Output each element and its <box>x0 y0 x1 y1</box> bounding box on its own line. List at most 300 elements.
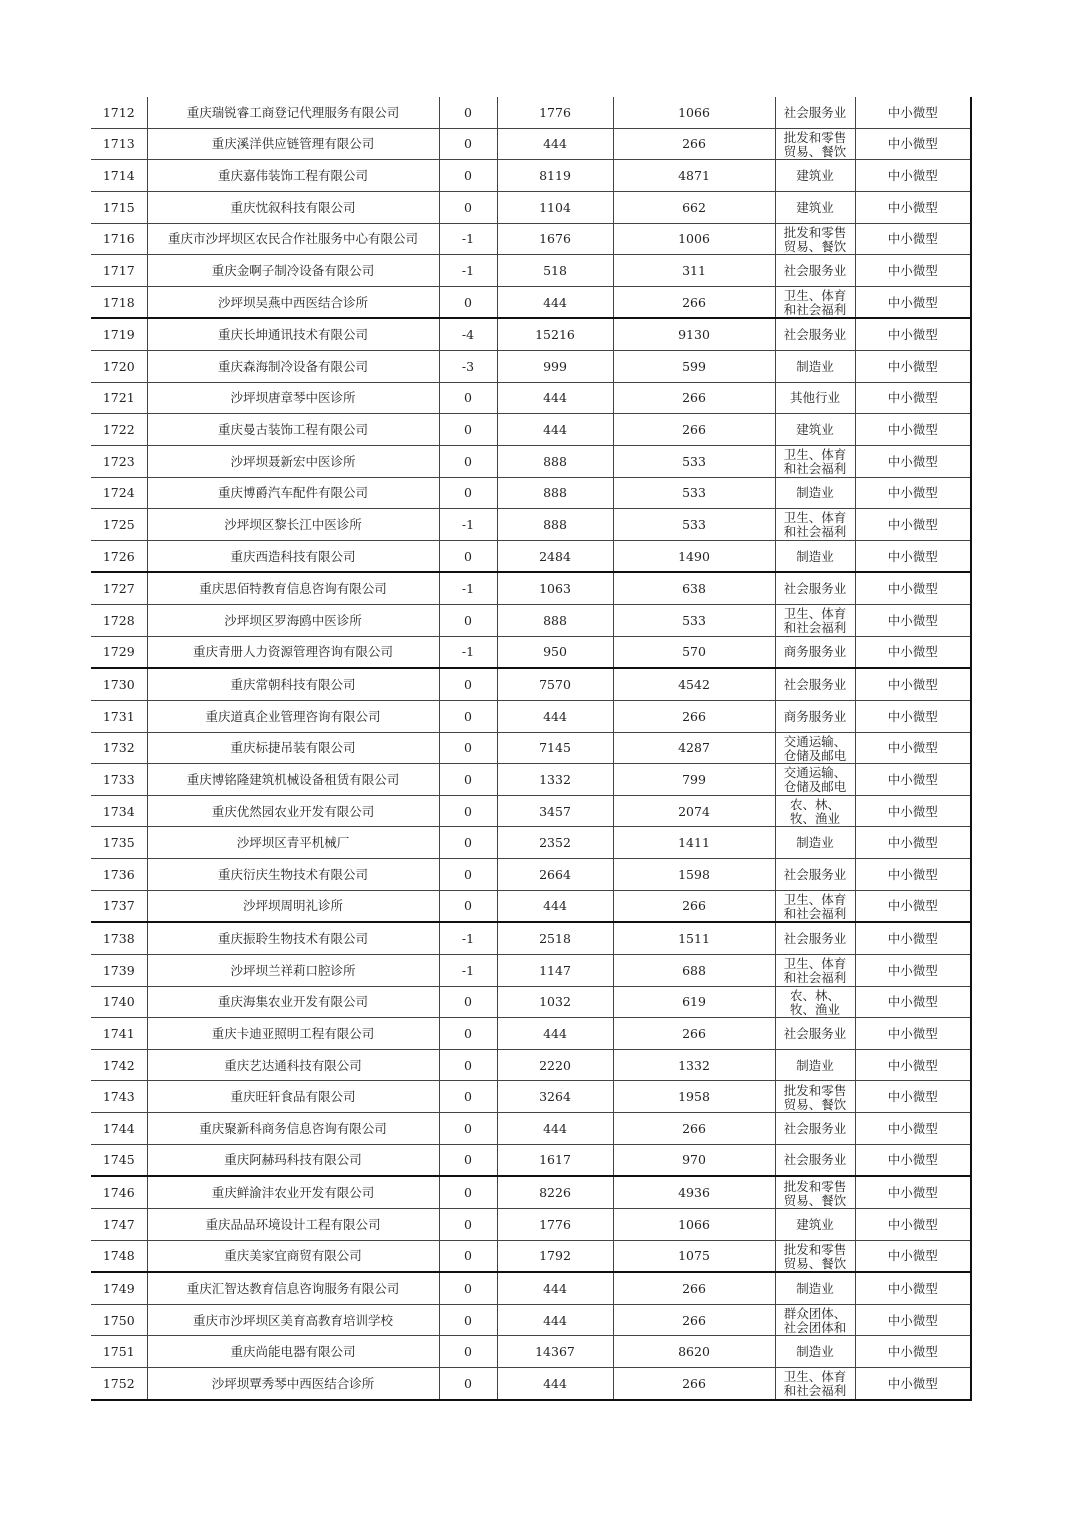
row-number-text: 1733 <box>102 771 135 787</box>
industry-cell <box>775 890 855 922</box>
enterprise-size-text: 中小微型 <box>887 262 938 278</box>
industry-cell <box>775 1272 855 1304</box>
enterprise-size-cell <box>855 1272 971 1304</box>
row-number-text: 1737 <box>102 898 135 914</box>
value-change-text: 0 <box>464 422 472 438</box>
value-b-text: 266 <box>682 1120 706 1136</box>
row-number-cell <box>91 636 147 668</box>
enterprise-size-text: 中小微型 <box>887 1057 938 1073</box>
value-change-text: -1 <box>461 581 475 597</box>
row-number-cell <box>91 318 147 350</box>
industry-text: 批发和零售贸易、餐饮 <box>783 129 847 158</box>
value-b-cell <box>613 1049 775 1081</box>
enterprise-size-text: 中小微型 <box>887 740 938 756</box>
enterprise-size-text: 中小微型 <box>887 771 938 787</box>
industry-cell <box>775 986 855 1018</box>
enterprise-size-cell <box>855 1018 971 1050</box>
row-number-text: 1717 <box>102 262 135 278</box>
company-name-cell <box>147 1368 439 1400</box>
row-number-cell <box>91 128 147 160</box>
enterprise-size-text: 中小微型 <box>887 994 938 1010</box>
company-name-cell <box>147 351 439 383</box>
value-change-cell <box>439 1049 497 1081</box>
enterprise-size-text: 中小微型 <box>887 1089 938 1105</box>
industry-cell <box>775 414 855 446</box>
row-number-cell <box>91 764 147 796</box>
company-name-text: 重庆艺达通科技有限公司 <box>224 1057 362 1073</box>
value-b-cell <box>613 509 775 541</box>
company-name-text: 重庆道真企业管理咨询有限公司 <box>205 708 381 724</box>
enterprise-size-cell <box>855 191 971 223</box>
value-change-cell <box>439 732 497 764</box>
company-name-text: 重庆西造科技有限公司 <box>230 548 356 564</box>
value-change-text: 0 <box>464 1057 472 1073</box>
industry-text: 农、林、牧、渔业 <box>789 797 840 826</box>
table-row <box>91 286 971 318</box>
enterprise-size-text: 中小微型 <box>887 1152 938 1168</box>
value-change-cell <box>439 636 497 668</box>
value-change-text: 0 <box>464 453 472 469</box>
enterprise-size-text: 中小微型 <box>887 803 938 819</box>
enterprise-size-cell <box>855 477 971 509</box>
industry-cell <box>775 160 855 192</box>
value-b-cell <box>613 1240 775 1272</box>
value-a-text: 1147 <box>539 962 571 978</box>
table-row <box>91 1113 971 1145</box>
company-name-text: 沙坪坝周明礼诊所 <box>242 898 343 914</box>
value-a-text: 1617 <box>539 1152 571 1168</box>
industry-text: 农、林、牧、渔业 <box>789 987 840 1016</box>
company-name-text: 重庆美家宜商贸有限公司 <box>224 1248 362 1264</box>
value-change-text: 0 <box>464 708 472 724</box>
value-a-text: 8226 <box>539 1185 571 1201</box>
row-number-text: 1727 <box>102 581 135 597</box>
company-name-text: 沙坪坝区黎长江中医诊所 <box>224 516 362 532</box>
value-change-cell <box>439 954 497 986</box>
value-b-cell <box>613 986 775 1018</box>
row-number-text: 1726 <box>102 548 135 564</box>
enterprise-size-text: 中小微型 <box>887 1185 938 1201</box>
company-name-cell <box>147 1272 439 1304</box>
value-change-cell <box>439 572 497 604</box>
value-a-text: 1776 <box>539 1216 571 1232</box>
company-name-cell <box>147 922 439 954</box>
table-row <box>91 572 971 604</box>
value-a-text: 444 <box>543 294 567 310</box>
value-change-cell <box>439 128 497 160</box>
value-change-text: 0 <box>464 1312 472 1328</box>
enterprise-size-cell <box>855 636 971 668</box>
row-number-cell <box>91 890 147 922</box>
enterprise-size-text: 中小微型 <box>887 168 938 184</box>
enterprise-size-cell <box>855 351 971 383</box>
value-change-cell <box>439 1240 497 1272</box>
industry-cell <box>775 732 855 764</box>
enterprise-size-text: 中小微型 <box>887 1216 938 1232</box>
industry-text: 社会服务业 <box>783 1025 847 1041</box>
enterprise-size-cell <box>855 764 971 796</box>
enterprise-size-text: 中小微型 <box>887 1120 938 1136</box>
table-row <box>91 509 971 541</box>
value-a-cell <box>497 286 613 318</box>
value-a-text: 1792 <box>539 1248 571 1264</box>
value-b-cell <box>613 286 775 318</box>
enterprise-size-cell <box>855 795 971 827</box>
row-number-cell <box>91 255 147 287</box>
enterprise-size-text: 中小微型 <box>887 199 938 215</box>
table-row <box>91 859 971 891</box>
industry-cell <box>775 954 855 986</box>
table-row <box>91 540 971 572</box>
value-b-text: 4542 <box>678 677 710 693</box>
enterprise-size-cell <box>855 1081 971 1113</box>
value-change-cell <box>439 859 497 891</box>
value-a-cell <box>497 572 613 604</box>
industry-text: 制造业 <box>796 1057 834 1073</box>
value-a-cell <box>497 223 613 255</box>
company-name-text: 重庆青册人力资源管理咨询有限公司 <box>192 644 393 660</box>
industry-text: 社会服务业 <box>783 327 847 343</box>
industry-text: 卫生、体育和社会福利 <box>783 510 847 539</box>
value-change-text: 0 <box>464 390 472 406</box>
value-a-text: 444 <box>543 422 567 438</box>
industry-text: 社会服务业 <box>783 104 847 120</box>
value-a-cell <box>497 827 613 859</box>
row-number-cell <box>91 1113 147 1145</box>
row-number-text: 1740 <box>102 994 135 1010</box>
value-a-cell <box>497 986 613 1018</box>
value-b-text: 4871 <box>678 168 710 184</box>
company-name-cell <box>147 1081 439 1113</box>
enterprise-size-text: 中小微型 <box>887 485 938 501</box>
value-b-cell <box>613 128 775 160</box>
company-name-cell <box>147 223 439 255</box>
company-name-cell <box>147 1144 439 1176</box>
value-a-text: 2518 <box>539 931 571 947</box>
company-name-text: 沙坪坝区罗海鸥中医诊所 <box>224 612 362 628</box>
company-name-cell <box>147 954 439 986</box>
value-b-text: 533 <box>682 612 706 628</box>
data-table <box>91 97 972 1401</box>
industry-text: 制造业 <box>796 548 834 564</box>
enterprise-size-cell <box>855 922 971 954</box>
value-a-text: 888 <box>543 485 567 501</box>
value-change-cell <box>439 318 497 350</box>
table-row <box>91 351 971 383</box>
company-name-text: 重庆森海制冷设备有限公司 <box>217 358 368 374</box>
industry-text: 制造业 <box>796 358 834 374</box>
company-name-cell <box>147 764 439 796</box>
value-b-text: 1511 <box>678 931 710 947</box>
value-change-cell <box>439 827 497 859</box>
industry-text: 建筑业 <box>796 168 834 184</box>
enterprise-size-cell <box>855 954 971 986</box>
value-change-cell <box>439 700 497 732</box>
enterprise-size-text: 中小微型 <box>887 898 938 914</box>
row-number-cell <box>91 1081 147 1113</box>
table-row <box>91 827 971 859</box>
value-change-text: -1 <box>461 644 475 660</box>
company-name-cell <box>147 540 439 572</box>
value-a-text: 2352 <box>539 835 571 851</box>
table-row <box>91 1368 971 1400</box>
row-number-cell <box>91 223 147 255</box>
value-change-text: 0 <box>464 168 472 184</box>
industry-text: 社会服务业 <box>783 866 847 882</box>
enterprise-size-cell <box>855 1240 971 1272</box>
table-row <box>91 636 971 668</box>
value-a-text: 444 <box>543 708 567 724</box>
value-change-text: 0 <box>464 1152 472 1168</box>
table-row <box>91 1081 971 1113</box>
company-name-text: 重庆市沙坪坝区美育高教育培训学校 <box>192 1312 393 1328</box>
value-a-text: 2220 <box>539 1057 571 1073</box>
value-b-text: 266 <box>682 1280 706 1296</box>
industry-cell <box>775 1018 855 1050</box>
value-b-text: 688 <box>682 962 706 978</box>
value-a-text: 444 <box>543 1312 567 1328</box>
industry-cell <box>775 827 855 859</box>
row-number-cell <box>91 1304 147 1336</box>
row-number-text: 1748 <box>102 1248 135 1264</box>
value-b-cell <box>613 1208 775 1240</box>
company-name-cell <box>147 1018 439 1050</box>
table-row <box>91 382 971 414</box>
industry-cell <box>775 445 855 477</box>
industry-text: 建筑业 <box>796 1216 834 1232</box>
industry-cell <box>775 1049 855 1081</box>
enterprise-size-cell <box>855 445 971 477</box>
row-number-cell <box>91 286 147 318</box>
value-a-cell <box>497 1368 613 1400</box>
table-row <box>91 668 971 700</box>
value-a-cell <box>497 128 613 160</box>
industry-cell <box>775 540 855 572</box>
row-number-cell <box>91 1272 147 1304</box>
value-a-text: 15216 <box>535 327 575 343</box>
value-b-text: 1075 <box>678 1248 710 1264</box>
value-b-text: 1066 <box>678 1216 710 1232</box>
value-a-cell <box>497 191 613 223</box>
row-number-cell <box>91 827 147 859</box>
table-row <box>91 764 971 796</box>
value-a-text: 444 <box>543 1280 567 1296</box>
row-number-text: 1747 <box>102 1216 135 1232</box>
industry-cell <box>775 97 855 128</box>
row-number-text: 1722 <box>102 422 135 438</box>
value-change-cell <box>439 509 497 541</box>
enterprise-size-text: 中小微型 <box>887 422 938 438</box>
value-b-cell <box>613 859 775 891</box>
row-number-text: 1721 <box>102 390 135 406</box>
enterprise-size-cell <box>855 572 971 604</box>
enterprise-size-cell <box>855 1368 971 1400</box>
enterprise-size-cell <box>855 318 971 350</box>
industry-cell <box>775 286 855 318</box>
industry-cell <box>775 1113 855 1145</box>
value-change-text: 0 <box>464 866 472 882</box>
company-name-cell <box>147 986 439 1018</box>
row-number-cell <box>91 1018 147 1050</box>
value-a-text: 1104 <box>539 199 571 215</box>
row-number-cell <box>91 922 147 954</box>
industry-cell <box>775 382 855 414</box>
row-number-text: 1720 <box>102 358 135 374</box>
enterprise-size-text: 中小微型 <box>887 962 938 978</box>
company-name-text: 重庆卡迪亚照明工程有限公司 <box>211 1025 375 1041</box>
value-change-cell <box>439 1272 497 1304</box>
company-name-cell <box>147 509 439 541</box>
enterprise-size-text: 中小微型 <box>887 1280 938 1296</box>
value-a-cell <box>497 795 613 827</box>
industry-cell <box>775 636 855 668</box>
industry-cell <box>775 1240 855 1272</box>
company-name-cell <box>147 605 439 637</box>
company-name-text: 重庆金啊子制冷设备有限公司 <box>211 262 375 278</box>
table-row <box>91 1018 971 1050</box>
value-change-text: 0 <box>464 994 472 1010</box>
value-b-text: 1066 <box>678 104 710 120</box>
enterprise-size-cell <box>855 540 971 572</box>
row-number-cell <box>91 1144 147 1176</box>
company-name-text: 沙坪坝区青平机械厂 <box>236 835 350 851</box>
industry-cell <box>775 605 855 637</box>
table-row <box>91 477 971 509</box>
industry-text: 交通运输、仓储及邮电 <box>783 733 847 762</box>
enterprise-size-cell <box>855 1113 971 1145</box>
industry-cell <box>775 1176 855 1208</box>
value-change-cell <box>439 922 497 954</box>
value-change-cell <box>439 1144 497 1176</box>
table-row <box>91 700 971 732</box>
industry-cell <box>775 351 855 383</box>
company-name-text: 沙坪坝聂新宏中医诊所 <box>230 453 356 469</box>
value-a-cell <box>497 477 613 509</box>
value-a-text: 2484 <box>539 548 571 564</box>
company-name-text: 重庆优然园农业开发有限公司 <box>211 803 375 819</box>
value-b-text: 1411 <box>678 835 710 851</box>
value-change-cell <box>439 477 497 509</box>
row-number-text: 1736 <box>102 866 135 882</box>
value-b-text: 266 <box>682 294 706 310</box>
company-name-text: 沙坪坝兰祥莉口腔诊所 <box>230 962 356 978</box>
value-a-text: 444 <box>543 1120 567 1136</box>
value-b-text: 266 <box>682 1312 706 1328</box>
value-a-text: 888 <box>543 516 567 532</box>
value-change-cell <box>439 351 497 383</box>
industry-cell <box>775 668 855 700</box>
enterprise-size-cell <box>855 509 971 541</box>
enterprise-size-text: 中小微型 <box>887 708 938 724</box>
company-name-cell <box>147 445 439 477</box>
value-b-cell <box>613 351 775 383</box>
enterprise-size-cell <box>855 382 971 414</box>
company-name-text: 重庆博爵汽车配件有限公司 <box>217 485 368 501</box>
industry-text: 卫生、体育和社会福利 <box>783 288 847 317</box>
row-number-cell <box>91 382 147 414</box>
value-change-cell <box>439 1208 497 1240</box>
industry-text: 批发和零售贸易、餐饮 <box>783 1241 847 1270</box>
row-number-cell <box>91 351 147 383</box>
value-change-text: 0 <box>464 1280 472 1296</box>
value-change-cell <box>439 382 497 414</box>
industry-cell <box>775 1368 855 1400</box>
value-change-text: 0 <box>464 1344 472 1360</box>
value-b-cell <box>613 605 775 637</box>
value-b-text: 266 <box>682 898 706 914</box>
value-b-cell <box>613 1272 775 1304</box>
company-name-cell <box>147 572 439 604</box>
value-a-cell <box>497 1018 613 1050</box>
value-change-text: -3 <box>461 358 475 374</box>
row-number-cell <box>91 1240 147 1272</box>
value-b-text: 311 <box>682 262 706 278</box>
value-b-text: 533 <box>682 485 706 501</box>
industry-text: 其他行业 <box>789 390 840 406</box>
value-b-cell <box>613 1176 775 1208</box>
row-number-cell <box>91 1336 147 1368</box>
value-a-text: 1063 <box>539 581 571 597</box>
value-a-cell <box>497 890 613 922</box>
industry-cell <box>775 318 855 350</box>
enterprise-size-cell <box>855 97 971 128</box>
value-change-text: 0 <box>464 612 472 628</box>
value-a-text: 444 <box>543 898 567 914</box>
value-change-cell <box>439 1336 497 1368</box>
company-name-cell <box>147 477 439 509</box>
industry-text: 批发和零售贸易、餐饮 <box>783 224 847 253</box>
enterprise-size-text: 中小微型 <box>887 548 938 564</box>
row-number-text: 1749 <box>102 1280 135 1296</box>
value-a-cell <box>497 1113 613 1145</box>
value-a-cell <box>497 1144 613 1176</box>
row-number-cell <box>91 1049 147 1081</box>
row-number-text: 1746 <box>102 1185 135 1201</box>
industry-cell <box>775 509 855 541</box>
value-b-text: 662 <box>682 199 706 215</box>
row-number-text: 1718 <box>102 294 135 310</box>
value-a-text: 444 <box>543 136 567 152</box>
row-number-text: 1751 <box>102 1344 135 1360</box>
industry-text: 社会服务业 <box>783 581 847 597</box>
value-change-cell <box>439 1176 497 1208</box>
value-change-cell <box>439 1304 497 1336</box>
industry-text: 社会服务业 <box>783 1152 847 1168</box>
company-name-text: 重庆衍庆生物技术有限公司 <box>217 866 368 882</box>
value-change-text: 0 <box>464 1216 472 1232</box>
company-name-text: 重庆忱叙科技有限公司 <box>230 199 356 215</box>
value-b-cell <box>613 1304 775 1336</box>
value-b-cell <box>613 540 775 572</box>
table-row <box>91 605 971 637</box>
company-name-cell <box>147 255 439 287</box>
value-a-cell <box>497 445 613 477</box>
row-number-cell <box>91 986 147 1018</box>
row-number-cell <box>91 572 147 604</box>
value-b-text: 8620 <box>678 1344 710 1360</box>
value-b-cell <box>613 732 775 764</box>
value-a-text: 8119 <box>539 168 571 184</box>
table-row <box>91 97 971 128</box>
industry-cell <box>775 700 855 732</box>
industry-text: 制造业 <box>796 835 834 851</box>
value-a-cell <box>497 540 613 572</box>
company-name-cell <box>147 827 439 859</box>
value-a-cell <box>497 255 613 287</box>
enterprise-size-text: 中小微型 <box>887 231 938 247</box>
industry-cell <box>775 1144 855 1176</box>
value-a-text: 888 <box>543 612 567 628</box>
